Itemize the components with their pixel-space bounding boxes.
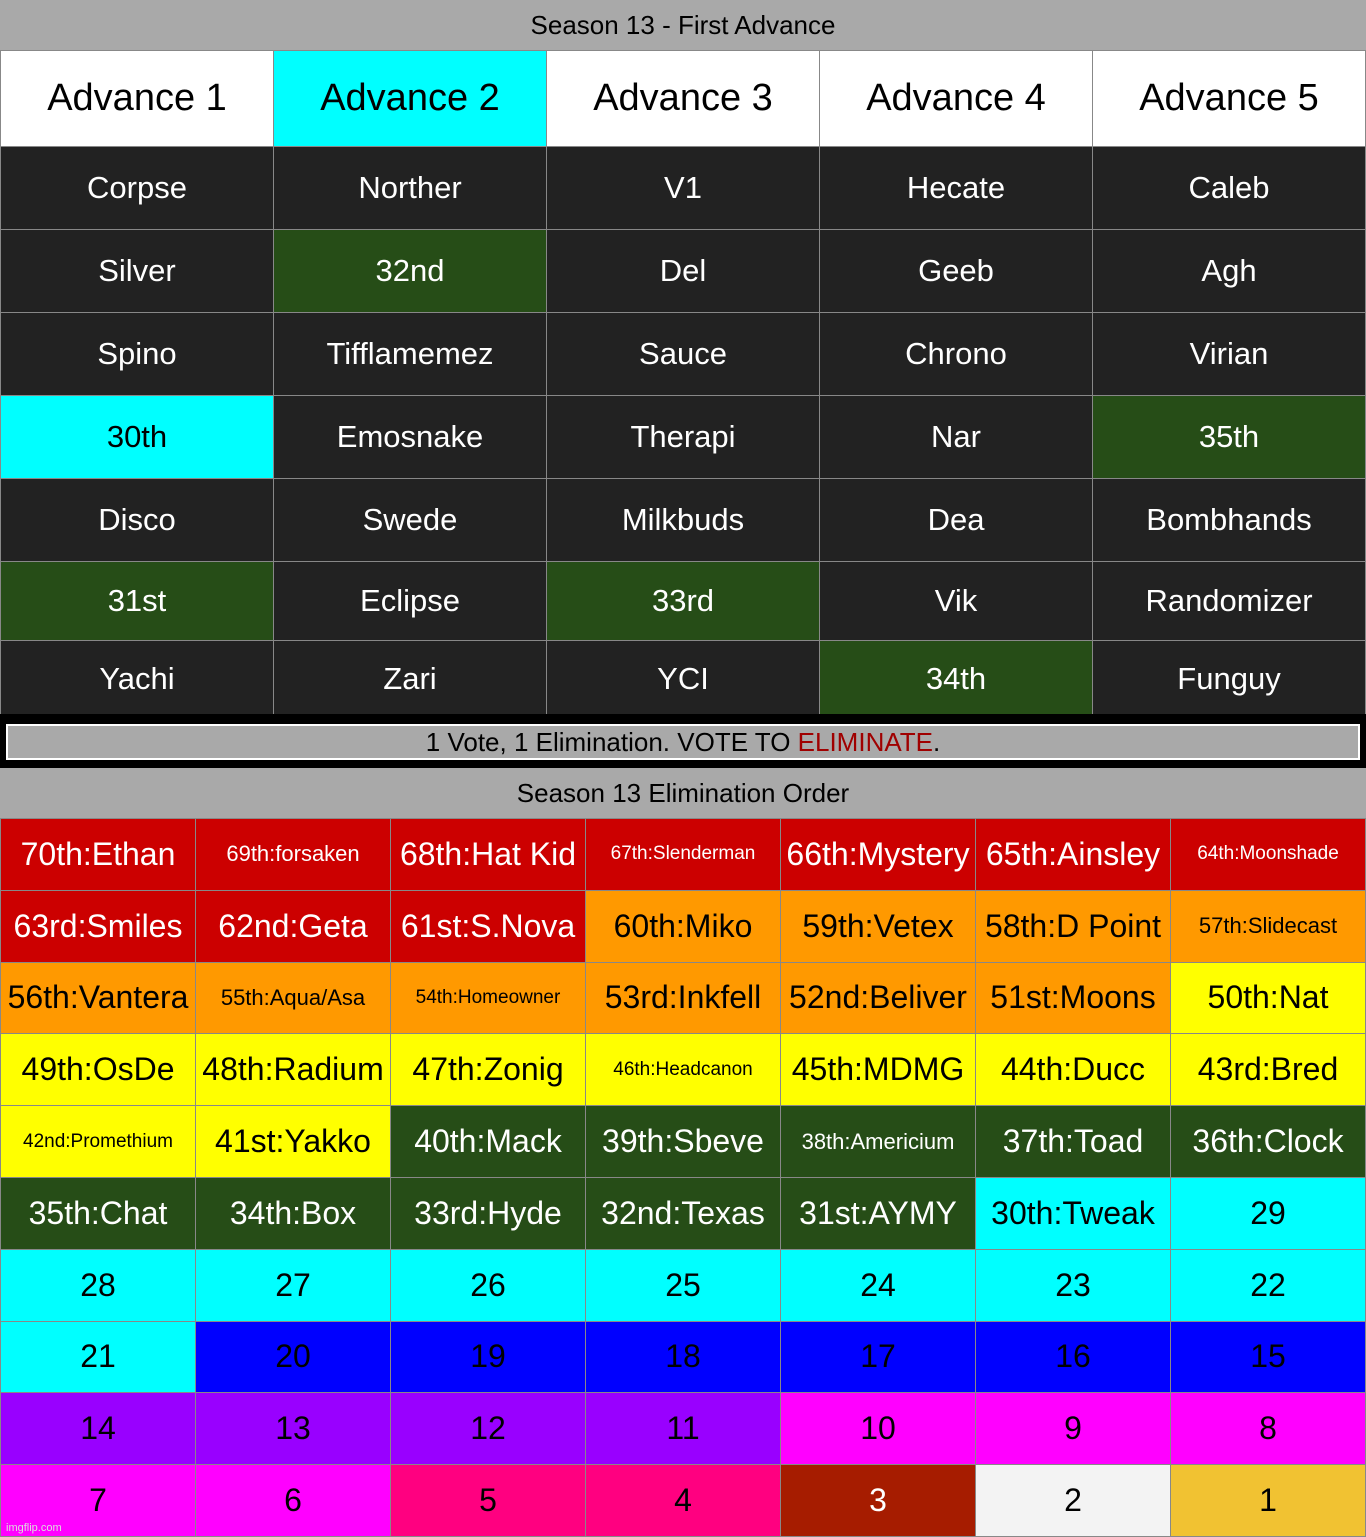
- advance-row: [1, 396, 1366, 479]
- elimination-order-table: [0, 818, 1366, 1537]
- advance-row: [1, 313, 1366, 396]
- elimination-row: [1, 890, 1366, 962]
- elimination-cell: 8: [1171, 1393, 1366, 1465]
- elimination-cell: 69th:forsaken: [196, 819, 391, 891]
- advance-cell: Caleb: [1093, 147, 1366, 230]
- elimination-cell: 39th:Sbeve: [586, 1106, 781, 1178]
- elimination-cell: 55th:Aqua/Asa: [196, 962, 391, 1034]
- elimination-cell: 13: [196, 1393, 391, 1465]
- advance-title: Season 13 - First Advance: [0, 0, 1366, 50]
- advance-cell: Vik: [820, 562, 1093, 641]
- elimination-cell: 9: [976, 1393, 1171, 1465]
- advance-cell: Funguy: [1093, 641, 1366, 718]
- elimination-cell: 18: [586, 1321, 781, 1393]
- vote-suffix: .: [932, 726, 941, 757]
- elimination-row: [1, 1177, 1366, 1249]
- advance-cell: YCI: [547, 641, 820, 718]
- vote-instruction: [6, 724, 1360, 760]
- elimination-row: [1, 1034, 1366, 1106]
- advance-row: [1, 479, 1366, 562]
- advance-cell: Sauce: [547, 313, 820, 396]
- elimination-cell: 52nd:Beliver: [781, 962, 976, 1034]
- advance-row: [1, 562, 1366, 641]
- elimination-cell: 24: [781, 1249, 976, 1321]
- elimination-cell: 47th:Zonig: [391, 1034, 586, 1106]
- elimination-cell: 25: [586, 1249, 781, 1321]
- advance-cell: Dea: [820, 479, 1093, 562]
- elimination-cell: 70th:Ethan: [1, 819, 196, 891]
- elimination-cell: 46th:Headcanon: [586, 1034, 781, 1106]
- advance-header-4: Advance 4: [820, 51, 1093, 147]
- elimination-row: [1, 1465, 1366, 1537]
- elimination-cell: 1: [1171, 1465, 1366, 1537]
- advance-cell: Milkbuds: [547, 479, 820, 562]
- elimination-cell: 5: [391, 1465, 586, 1537]
- advance-cell: Virian: [1093, 313, 1366, 396]
- elimination-cell: 51st:Moons: [976, 962, 1171, 1034]
- elimination-cell: 66th:Mystery: [781, 819, 976, 891]
- advance-cell: 34th: [820, 641, 1093, 718]
- advance-row: [1, 147, 1366, 230]
- elimination-cell: 2: [976, 1465, 1171, 1537]
- elimination-cell: 16: [976, 1321, 1171, 1393]
- advance-header-5: Advance 5: [1093, 51, 1366, 147]
- elimination-cell: 37th:Toad: [976, 1106, 1171, 1178]
- advance-cell: Disco: [1, 479, 274, 562]
- elimination-cell: 15: [1171, 1321, 1366, 1393]
- elimination-cell: 27: [196, 1249, 391, 1321]
- advance-cell: Eclipse: [274, 562, 547, 641]
- elimination-cell: 43rd:Bred: [1171, 1034, 1366, 1106]
- elimination-row: [1, 962, 1366, 1034]
- elimination-cell: 28: [1, 1249, 196, 1321]
- advance-cell: Randomizer: [1093, 562, 1366, 641]
- elimination-cell: 30th:Tweak: [976, 1177, 1171, 1249]
- elimination-cell: 4: [586, 1465, 781, 1537]
- advance-cell: 33rd: [547, 562, 820, 641]
- elimination-cell: 58th:D Point: [976, 890, 1171, 962]
- elimination-cell: 45th:MDMG: [781, 1034, 976, 1106]
- elimination-cell: 65th:Ainsley: [976, 819, 1171, 891]
- elimination-cell: 21: [1, 1321, 196, 1393]
- advance-cell: Emosnake: [274, 396, 547, 479]
- advance-cell: 35th: [1093, 396, 1366, 479]
- advance-cell: Spino: [1, 313, 274, 396]
- elimination-cell: 22: [1171, 1249, 1366, 1321]
- advance-cell: Norther: [274, 147, 547, 230]
- elimination-row: [1, 1393, 1366, 1465]
- advance-header-row: [1, 51, 1366, 147]
- elimination-cell: 35th:Chat: [1, 1177, 196, 1249]
- advance-cell: Agh: [1093, 230, 1366, 313]
- elimination-cell: 50th:Nat: [1171, 962, 1366, 1034]
- elimination-cell: 17: [781, 1321, 976, 1393]
- elimination-row: [1, 1106, 1366, 1178]
- advance-header-2: Advance 2: [274, 51, 547, 147]
- advance-cell: 30th: [1, 396, 274, 479]
- elimination-row: [1, 819, 1366, 891]
- advance-cell: Tifflamemez: [274, 313, 547, 396]
- advance-table: [0, 50, 1366, 718]
- advance-cell: Chrono: [820, 313, 1093, 396]
- elimination-cell: 29: [1171, 1177, 1366, 1249]
- elimination-cell: 33rd:Hyde: [391, 1177, 586, 1249]
- elimination-title: Season 13 Elimination Order: [0, 768, 1366, 818]
- advance-cell: Del: [547, 230, 820, 313]
- vote-banner: [0, 714, 1366, 768]
- elimination-cell: 54th:Homeowner: [391, 962, 586, 1034]
- elimination-cell: 44th:Ducc: [976, 1034, 1171, 1106]
- elimination-cell: 41st:Yakko: [196, 1106, 391, 1178]
- advance-header-3: Advance 3: [547, 51, 820, 147]
- elimination-row: [1, 1321, 1366, 1393]
- advance-cell: Silver: [1, 230, 274, 313]
- advance-cell: Corpse: [1, 147, 274, 230]
- elimination-cell: 36th:Clock: [1171, 1106, 1366, 1178]
- elimination-cell: 19: [391, 1321, 586, 1393]
- elimination-cell: 57th:Slidecast: [1171, 890, 1366, 962]
- vote-eliminate-word: ELIMINATE: [797, 726, 933, 757]
- elimination-cell: 3: [781, 1465, 976, 1537]
- elimination-cell: 7: [1, 1465, 196, 1537]
- elimination-cell: 64th:Moonshade: [1171, 819, 1366, 891]
- advance-cell: Therapi: [547, 396, 820, 479]
- advance-row: [1, 230, 1366, 313]
- elimination-cell: 31st:AYMY: [781, 1177, 976, 1249]
- elimination-cell: 32nd:Texas: [586, 1177, 781, 1249]
- elimination-cell: 67th:Slenderman: [586, 819, 781, 891]
- advance-cell: Geeb: [820, 230, 1093, 313]
- elimination-cell: 12: [391, 1393, 586, 1465]
- watermark: imgflip.com: [6, 1522, 62, 1534]
- elimination-cell: 48th:Radium: [196, 1034, 391, 1106]
- elimination-cell: 10: [781, 1393, 976, 1465]
- elimination-cell: 26: [391, 1249, 586, 1321]
- vote-prefix: 1 Vote, 1 Elimination. VOTE TO: [425, 726, 798, 757]
- advance-cell: Yachi: [1, 641, 274, 718]
- advance-cell: V1: [547, 147, 820, 230]
- advance-cell: Hecate: [820, 147, 1093, 230]
- elimination-cell: 20: [196, 1321, 391, 1393]
- advance-cell: Bombhands: [1093, 479, 1366, 562]
- elimination-cell: 61st:S.Nova: [391, 890, 586, 962]
- elimination-cell: 6: [196, 1465, 391, 1537]
- elimination-cell: 11: [586, 1393, 781, 1465]
- elimination-cell: 42nd:Promethium: [1, 1106, 196, 1178]
- advance-cell: Swede: [274, 479, 547, 562]
- elimination-cell: 62nd:Geta: [196, 890, 391, 962]
- elimination-cell: 56th:Vantera: [1, 962, 196, 1034]
- elimination-cell: 63rd:Smiles: [1, 890, 196, 962]
- advance-cell: 31st: [1, 562, 274, 641]
- elimination-cell: 60th:Miko: [586, 890, 781, 962]
- elimination-cell: 14: [1, 1393, 196, 1465]
- elimination-cell: 59th:Vetex: [781, 890, 976, 962]
- elimination-cell: 34th:Box: [196, 1177, 391, 1249]
- elimination-row: [1, 1249, 1366, 1321]
- advance-row: [1, 641, 1366, 718]
- elimination-cell: 53rd:Inkfell: [586, 962, 781, 1034]
- advance-header-1: Advance 1: [1, 51, 274, 147]
- elimination-cell: 68th:Hat Kid: [391, 819, 586, 891]
- advance-cell: 32nd: [274, 230, 547, 313]
- elimination-cell: 38th:Americium: [781, 1106, 976, 1178]
- advance-cell: Zari: [274, 641, 547, 718]
- advance-cell: Nar: [820, 396, 1093, 479]
- elimination-cell: 40th:Mack: [391, 1106, 586, 1178]
- elimination-cell: 23: [976, 1249, 1171, 1321]
- elimination-cell: 49th:OsDe: [1, 1034, 196, 1106]
